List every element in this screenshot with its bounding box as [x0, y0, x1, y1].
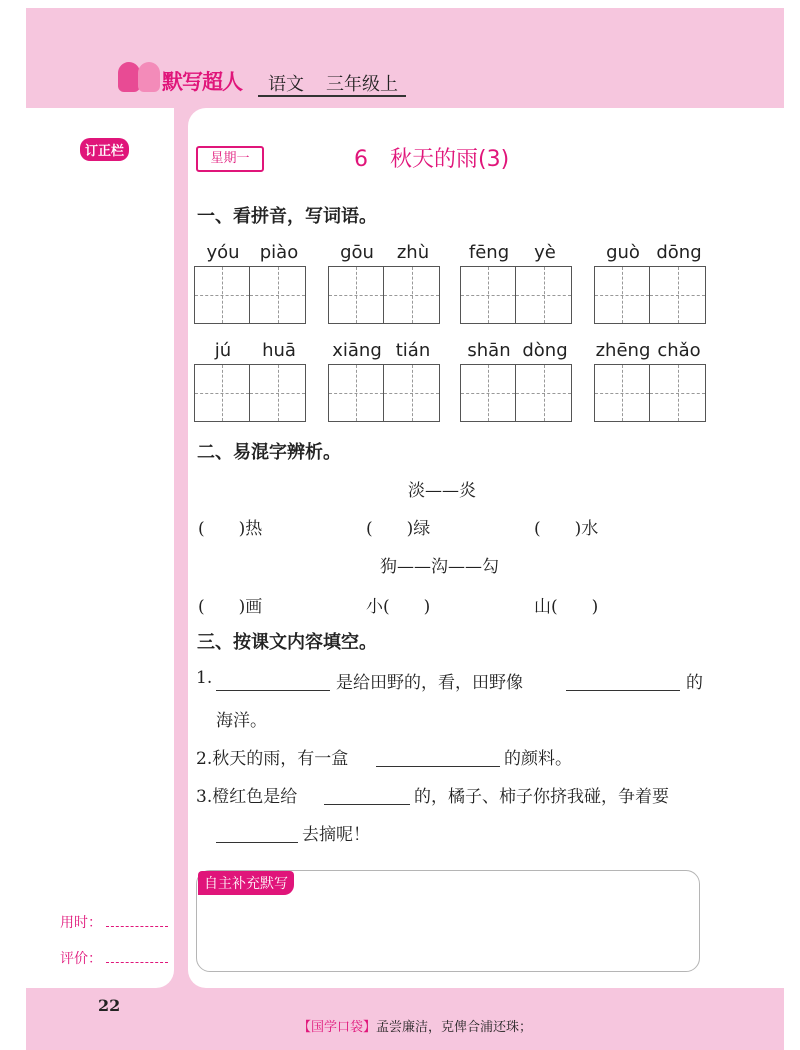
eval-field[interactable] [106, 962, 168, 964]
question-text: 海洋。 [216, 711, 267, 731]
answer-blank[interactable] [216, 690, 330, 691]
pinyin: gōu [340, 242, 374, 263]
question-text: 的颜料。 [504, 749, 572, 769]
pinyin: guò [606, 242, 640, 263]
question-text: 的 [686, 673, 703, 693]
day-badge: 星期一 [196, 146, 264, 172]
section2-heading: 二、易混字辨析。 [197, 442, 341, 463]
char-group: 狗——沟——勾 [380, 557, 499, 577]
grade-label: 三年级上 [326, 74, 398, 95]
eval-label: 评价： [60, 951, 102, 967]
worksheet [188, 108, 784, 988]
correction-badge: 订正栏 [80, 138, 129, 161]
pinyin: zhēng [595, 340, 651, 361]
pinyin: dōng [656, 242, 702, 263]
fill-item[interactable]: ( )热 [198, 519, 263, 539]
fill-item[interactable]: 山( ) [534, 597, 599, 617]
section3-heading: 三、按课文内容填空。 [197, 632, 377, 653]
pinyin: tián [395, 340, 431, 361]
writing-grid[interactable] [594, 266, 706, 324]
question-text: 的，橘子、柿子你挤我碰，争着要 [414, 787, 669, 807]
pinyin: fēng [468, 242, 510, 263]
answer-blank[interactable] [566, 690, 680, 691]
pinyin: yóu [206, 242, 240, 263]
answer-blank[interactable] [376, 766, 500, 767]
fill-item[interactable]: ( )水 [534, 519, 599, 539]
motto-text: 孟尝廉洁，克俾合浦还珠； [376, 1020, 533, 1035]
question-text: 3.橙红色是给 [196, 787, 298, 807]
writing-grid[interactable] [328, 266, 440, 324]
subject-label: 语文 [268, 74, 304, 95]
question-text: 2.秋天的雨，有一盒 [196, 749, 349, 769]
pinyin: yè [534, 242, 556, 263]
brand-logo [118, 60, 258, 100]
fill-item[interactable]: ( )绿 [366, 519, 431, 539]
writing-grid[interactable] [194, 364, 306, 422]
pinyin: shān [467, 340, 511, 361]
header-underline [258, 95, 406, 97]
motto-key: 【国学口袋】 [298, 1020, 377, 1035]
answer-blank[interactable] [216, 842, 298, 843]
section1-heading: 一、看拼音，写词语。 [197, 206, 377, 227]
pinyin: chǎo [657, 340, 701, 361]
lesson-title: 6 秋天的雨(3) [354, 147, 510, 172]
pinyin: zhù [396, 242, 430, 263]
pinyin: xiāng [332, 340, 382, 361]
question-text: 是给田野的，看，田野像 [336, 673, 523, 693]
pinyin: huā [262, 340, 296, 361]
answer-blank[interactable] [324, 804, 410, 805]
writing-grid[interactable] [328, 364, 440, 422]
mascot-boy-icon [138, 62, 160, 92]
mascot-girl-icon [118, 62, 140, 92]
fill-item[interactable]: ( )画 [198, 597, 263, 617]
time-field[interactable] [106, 926, 168, 928]
writing-grid[interactable] [460, 364, 572, 422]
brand-name: 默写超人 [162, 70, 242, 94]
time-label: 用时： [60, 915, 102, 931]
pinyin: piào [259, 242, 299, 263]
sidebar [26, 108, 174, 988]
writing-grid[interactable] [594, 364, 706, 422]
fill-item[interactable]: 小( ) [366, 597, 431, 617]
writing-grid[interactable] [460, 266, 572, 324]
char-group: 淡——炎 [408, 481, 476, 501]
pinyin: jú [214, 340, 232, 361]
question-text: 去摘呢！ [302, 825, 370, 845]
writing-grid[interactable] [194, 266, 306, 324]
question-number: 1. [196, 668, 213, 688]
page-number: 22 [98, 996, 121, 1015]
pinyin: dòng [522, 340, 568, 361]
motto [298, 1016, 532, 1035]
extra-box-label: 自主补充默写 [198, 871, 294, 895]
